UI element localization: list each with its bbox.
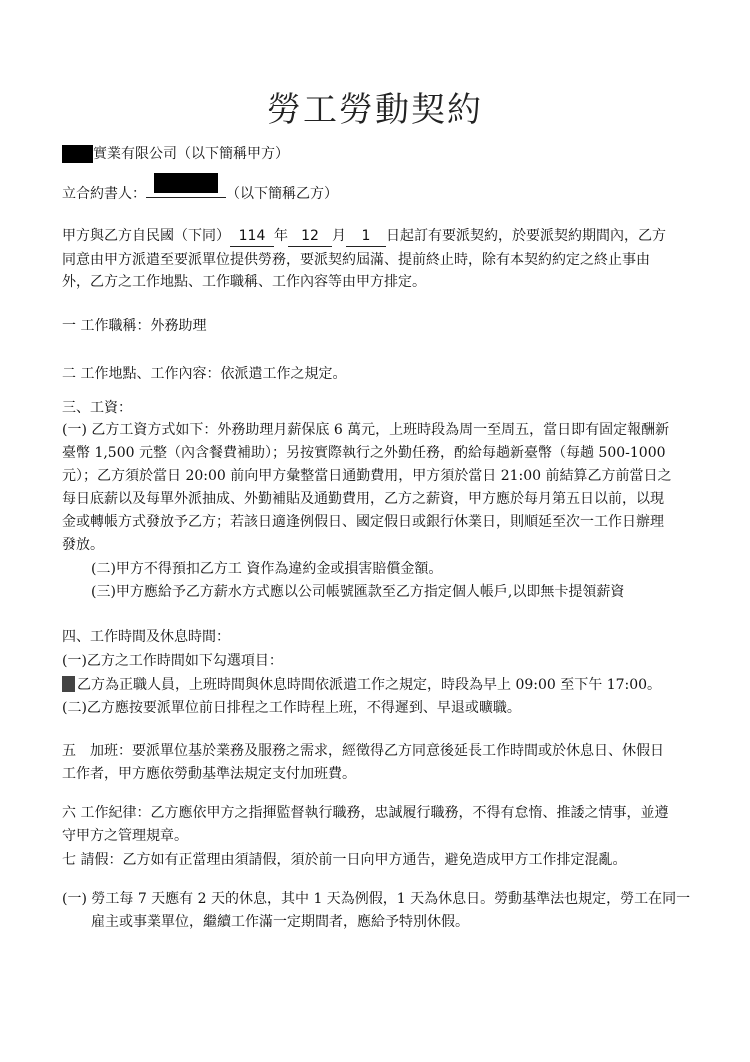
party-a-text: 實業有限公司（以下簡稱甲方） <box>93 146 289 162</box>
section-5-line-1: 五 加班：要派單位基於業務及服務之需求，經徵得乙方同意後延長工作時間或於休息日、休假日 <box>62 743 664 759</box>
section-3-p1-line-6: 發放。 <box>62 537 104 553</box>
leave-item-line-1: (一) 勞工每 7 天應有 2 天的休息，其中 1 天為例假，1 天為休息日。勞動基準法也規定，勞工在同一 <box>62 891 691 907</box>
section-3-p1-line-5: 金或轉帳方式發放予乙方；若該日適逢例假日、國定假日或銀行休業日，則順延至次一工作日辦理 <box>62 514 664 530</box>
section-2-work-location: 二 工作地點、工作內容：依派遣工作之規定。 <box>62 366 347 382</box>
section-4-check-text: 乙方為正職人員，上班時間與休息時間依派遣工作之規定，時段為早上 09:00 至下午 17:00。 <box>77 677 662 693</box>
party-b-suffix: （以下簡稱乙方） <box>226 186 338 202</box>
section-4-check-line <box>62 675 661 695</box>
year-field <box>230 226 274 247</box>
intro-line-2: 同意由甲方派遣至要派單位提供勞務，要派契約屆滿、提前終止時，除有本契約約定之終止事由 <box>62 252 650 268</box>
checked-box-icon <box>62 676 75 692</box>
intro-text-b: 日起訂有要派契約，於要派契約期間內，乙方 <box>386 228 666 244</box>
party-a-line <box>62 144 289 164</box>
party-b-prefix: 立合約書人： <box>62 186 146 202</box>
day-value: 1 <box>361 228 371 244</box>
document-title: 勞工勞動契約 <box>267 90 483 130</box>
section-6-line-2: 守甲方之管理規章。 <box>62 828 188 844</box>
month-value: 12 <box>301 228 319 244</box>
section-4-heading: 四、工作時間及休息時間： <box>62 629 230 645</box>
leave-item-line-2: 雇主或事業單位，繼續工作滿一定期間者，應給予特別休假。 <box>91 914 469 930</box>
section-3-heading: 三、工資： <box>62 400 132 416</box>
intro-line-1 <box>62 226 666 247</box>
party-b-line <box>62 182 338 204</box>
day-field <box>346 226 386 247</box>
month-field <box>288 226 332 247</box>
year-suffix: 年 <box>274 228 288 244</box>
section-1-job-title: 一 工作職稱：外務助理 <box>62 318 207 334</box>
year-value: 114 <box>238 228 266 244</box>
redacted-signatory-name <box>154 173 218 193</box>
intro-text-a: 甲方與乙方自民國（下同） <box>62 228 230 244</box>
month-suffix: 月 <box>332 228 346 244</box>
party-b-signature-field <box>146 182 226 198</box>
section-7-leave: 七 請假：乙方如有正當理由須請假，須於前一日向甲方通告，避免造成甲方工作排定混亂。 <box>62 852 627 868</box>
section-3-p1-line-3: 元）；乙方須於當日 20:00 前向甲方彙整當日通勤費用，甲方須於當日 21:00 前結算乙方前當日之 <box>62 468 672 484</box>
section-3-p1-line-2: 臺幣 1,500 元整（內含餐費補助）；另按實際執行之外勤任務，酌給每趟新臺幣（每趟 500-1000 <box>62 445 666 461</box>
section-5-line-2: 工作者，甲方應依勞動基準法規定支付加班費。 <box>62 766 356 782</box>
section-4-p1: (一)乙方之工作時間如下勾選項目： <box>62 653 283 669</box>
intro-line-3: 外，乙方之工作地點、工作職稱、工作內容等由甲方排定。 <box>62 274 426 290</box>
section-3-p2: (二)甲方不得預扣乙方工 資作為違約金或損害賠償金額。 <box>91 561 443 577</box>
section-6-line-1: 六 工作紀律：乙方應依甲方之指揮監督執行職務，忠誠履行職務，不得有怠惰、推諉之情事，並遵 <box>62 805 669 821</box>
redacted-company-name <box>62 145 93 163</box>
section-3-p3: (三)甲方應給予乙方薪水方式應以公司帳號匯款至乙方指定個人帳戶,以即無卡提領薪資 <box>91 584 625 600</box>
section-3-p1-line-1: (一) 乙方工資方式如下：外務助理月薪保底 6 萬元，上班時段為周一至周五，當日即有固定報酬新 <box>62 422 670 438</box>
section-3-p1-line-4: 每日底薪以及每單外派抽成、外勤補貼及通勤費用，乙方之薪資，甲方應於每月第五日以前，以現 <box>62 491 664 507</box>
section-4-p2: (二)乙方應按要派單位前日排程之工作時程上班，不得遲到、早退或曠職。 <box>62 700 521 716</box>
